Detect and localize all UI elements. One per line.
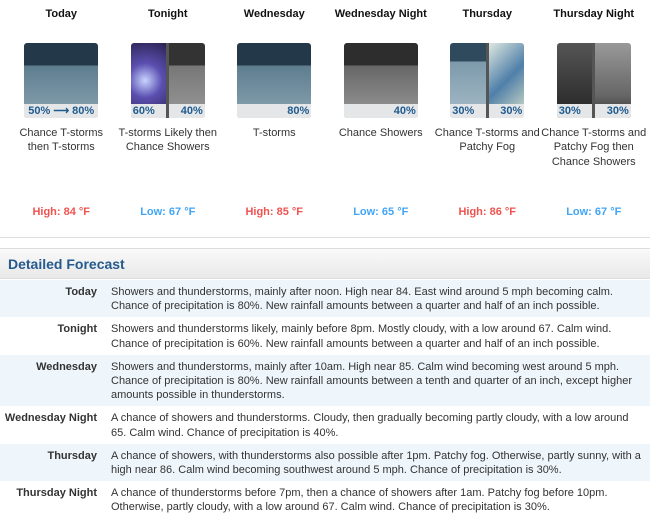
period-name: Tonight xyxy=(148,8,188,20)
row-label: Thursday xyxy=(47,449,97,462)
detailed-forecast-row xyxy=(0,355,650,407)
precip-chance: 40% xyxy=(344,104,418,118)
row-text: A chance of thunderstorms before 7pm, then a chance of showers after 1am. Patchy fog before 10pm. Otherwise, partly cloudy, with a low around 67. Calm wind. Chance of precipitation is 30%. xyxy=(111,487,608,514)
forecast-period[interactable] xyxy=(221,0,328,230)
precip-chance: 60% xyxy=(131,104,167,118)
icon-panel xyxy=(344,43,418,118)
precip-chance: 30% xyxy=(450,104,486,118)
detailed-forecast-table xyxy=(0,280,650,519)
icon-panel xyxy=(24,43,98,118)
row-text: A chance of showers, with thunderstorms also possible after 1pm. Patchy fog. Otherwise, partly sunny, with a high near 86. Calm wind becoming southwest around 5 mph. Chance of precipitation is 30%. xyxy=(111,449,641,477)
showers-icon[interactable] xyxy=(344,43,418,118)
precip-chance: 30% xyxy=(557,104,593,118)
forecast-period[interactable] xyxy=(115,0,222,230)
icon-panel xyxy=(592,43,631,118)
precip-chance: 50% ⟶ 80% xyxy=(24,104,98,118)
forecast-period[interactable] xyxy=(434,0,541,230)
row-text: Showers and thunderstorms, mainly after 10am. High near 85. Calm wind becoming west around 5 mph. Chance of precipitation is 80%. New rainfall amounts between a tenth and quarter of an inch, except higher amounts possible in thunderstorms. xyxy=(111,360,632,402)
icon-panel xyxy=(486,43,525,118)
row-text: Showers and thunderstorms likely, mainly before 8pm. Mostly cloudy, with a low around 67. Calm wind. Chance of precipitation is 60%. New rainfall amounts between a quarter and half of an inch possible. xyxy=(111,323,612,350)
temperature: High: 84 °F xyxy=(32,206,91,218)
short-forecast: Chance Showers xyxy=(338,127,423,139)
row-label: Wednesday xyxy=(36,360,97,373)
short-forecast: T-storms xyxy=(252,127,296,139)
period-name: Today xyxy=(45,8,78,20)
short-forecast: Chance T-storms and Patchy Fog xyxy=(434,127,540,154)
row-text: Showers and thunderstorms, mainly after noon. High near 84. East wind around 5 mph becoming calm. Chance of precipitation is 80%. New rainfall amounts between a quarter and half of an inch possible. xyxy=(111,286,613,313)
temperature: Low: 65 °F xyxy=(353,206,409,218)
forecast-periods xyxy=(8,0,648,230)
row-label: Today xyxy=(65,286,97,298)
short-forecast: Chance T-storms and Patchy Fog then Chance Showers xyxy=(541,127,647,168)
detailed-forecast-row xyxy=(0,444,650,481)
detailed-forecast-row xyxy=(0,280,650,317)
row-label: Thursday Night xyxy=(16,487,97,500)
icon-panel xyxy=(131,43,167,118)
lightning-showers-icon[interactable] xyxy=(131,43,205,118)
divider xyxy=(0,237,650,247)
temperature: Low: 67 °F xyxy=(140,206,196,218)
detailed-forecast-row xyxy=(0,317,650,354)
precip-chance: 40% xyxy=(169,104,205,118)
thunderstorm-icon[interactable] xyxy=(24,43,98,118)
icon-panel xyxy=(166,43,205,118)
tstorm-fog-night-icon[interactable] xyxy=(557,43,631,118)
temperature: High: 86 °F xyxy=(458,206,517,218)
temperature: High: 85 °F xyxy=(245,206,304,218)
row-text: A chance of showers and thunderstorms. Cloudy, then gradually becoming partly cloudy, with a low around 65. Calm wind. Chance of precipitation is 40%. xyxy=(111,412,629,439)
short-forecast: T-storms Likely then Chance Showers xyxy=(118,127,217,154)
thunderstorm-icon[interactable] xyxy=(237,43,311,118)
row-label: Wednesday Night xyxy=(4,412,97,425)
row-label: Tonight xyxy=(57,323,97,336)
icon-panel xyxy=(237,43,311,118)
tstorm-fog-icon[interactable] xyxy=(450,43,524,118)
period-name: Wednesday xyxy=(243,8,305,20)
short-forecast: Chance T-storms then T-storms xyxy=(19,127,104,154)
precip-chance: 80% xyxy=(237,104,311,118)
forecast-period[interactable] xyxy=(541,0,648,230)
detailed-forecast-header xyxy=(0,248,650,279)
precip-chance: 30% xyxy=(489,104,525,118)
forecast-period[interactable] xyxy=(8,0,115,230)
icon-panel xyxy=(557,43,593,118)
detailed-forecast-title: Detailed Forecast xyxy=(8,256,125,272)
detailed-forecast-row xyxy=(0,481,650,518)
detailed-forecast-row xyxy=(0,406,650,443)
forecast-period[interactable] xyxy=(328,0,435,230)
precip-chance: 30% xyxy=(595,104,631,118)
period-name: Thursday Night xyxy=(553,8,635,20)
period-name: Wednesday Night xyxy=(334,8,427,20)
icon-panel xyxy=(450,43,486,118)
period-name: Thursday xyxy=(462,8,512,20)
temperature: Low: 67 °F xyxy=(566,206,622,218)
